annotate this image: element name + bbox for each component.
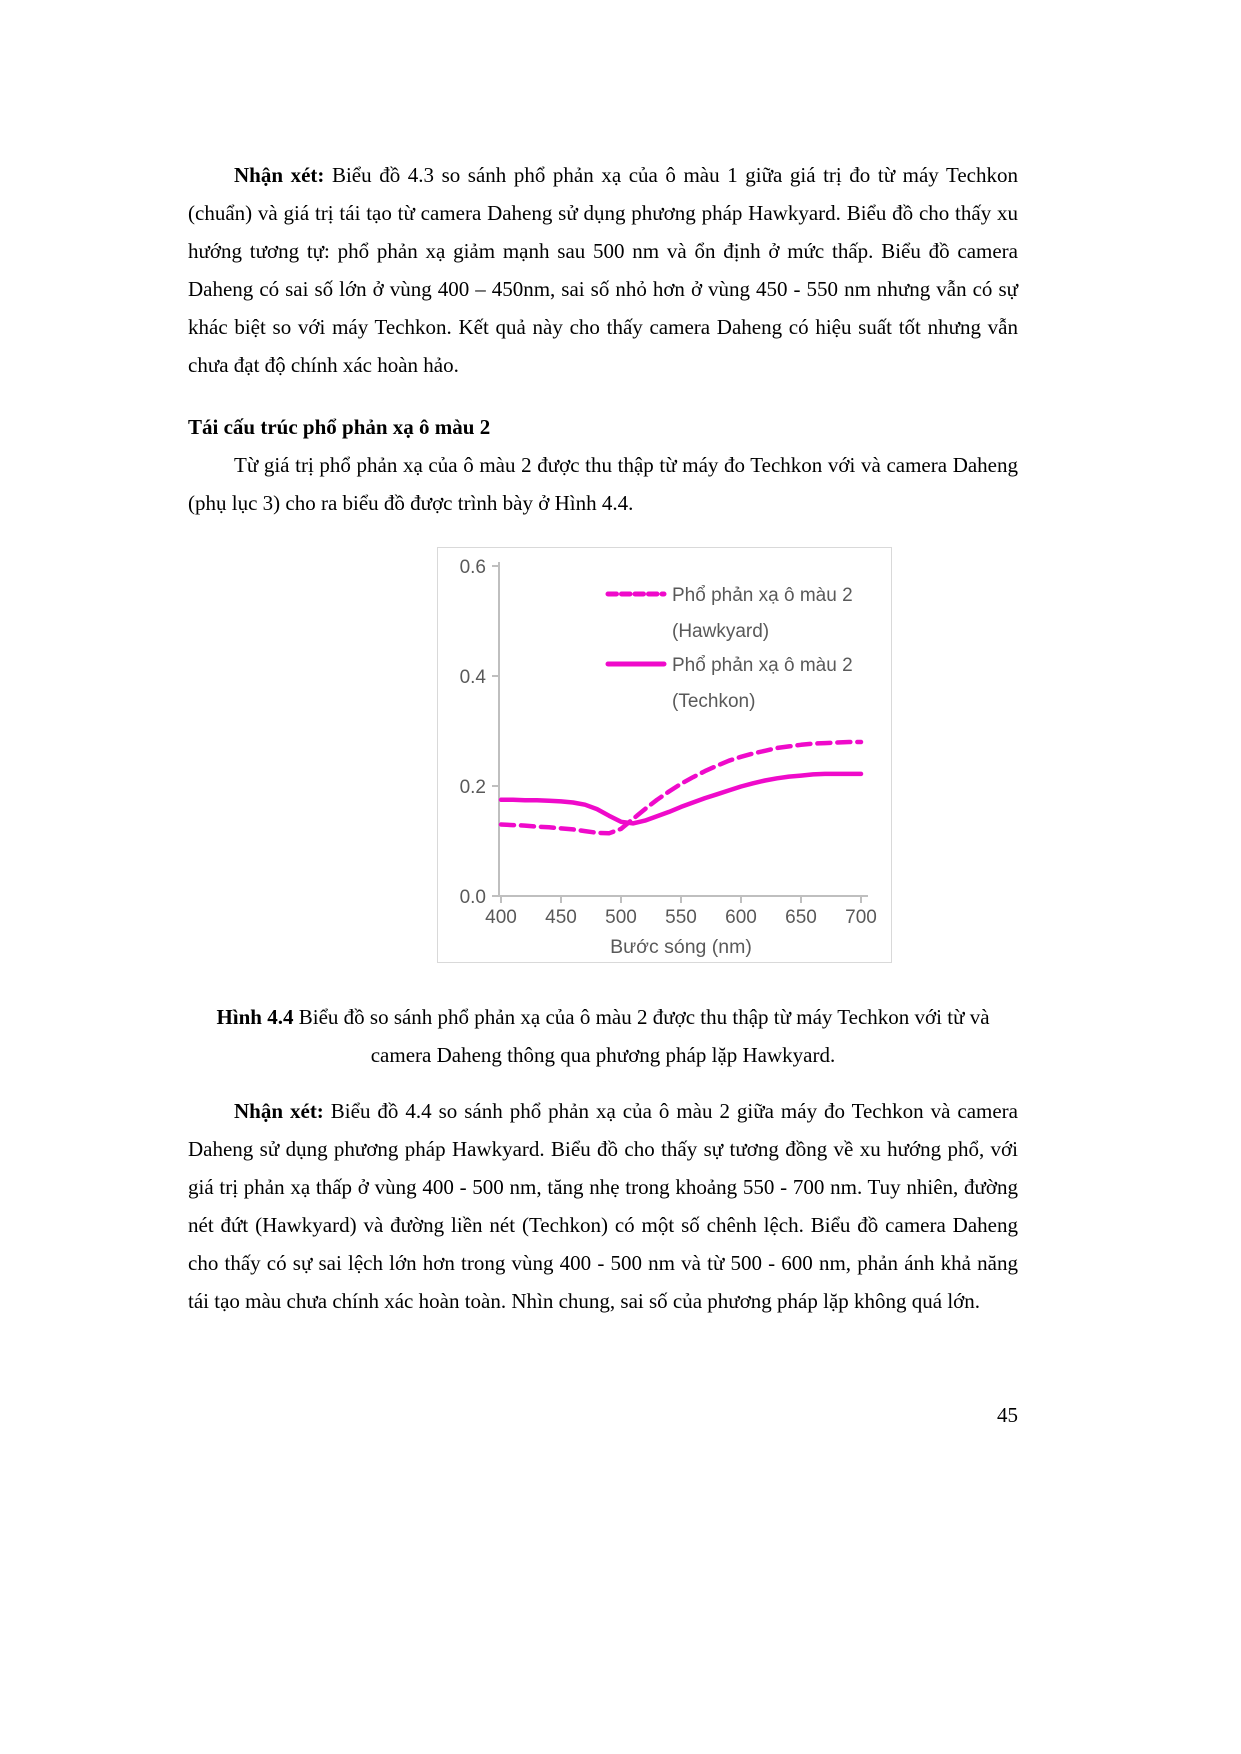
paragraph-remark-4-4 <box>188 1092 1018 1320</box>
series-line-solid <box>501 774 861 824</box>
y-tick-label: 0.4 <box>459 667 486 688</box>
x-tick-label: 650 <box>785 907 817 928</box>
x-tick-label: 550 <box>665 907 697 928</box>
x-axis-title: Bước sóng (nm) <box>610 936 752 958</box>
x-tick-label: 700 <box>845 907 877 928</box>
paragraph-intro-figure: Từ giá trị phổ phản xạ của ô màu 2 được thu thập từ máy đo Techkon với và camera Daheng (phụ lục 3) cho ra biểu đồ được trình bày ở Hình 4.4. <box>188 453 1018 515</box>
page-content <box>188 156 1018 1320</box>
y-tick-label: 0.2 <box>459 777 486 798</box>
paragraph-body-text: Biểu đồ 4.4 so sánh phổ phản xạ của ô màu 2 giữa máy đo Techkon và camera Daheng sử dụng phương pháp Hawkyard. Biểu đồ cho thấy sự tương đồng về xu hướng phổ, với giá trị phản xạ thấp ở vùng 400 - 500 nm, tăng nhẹ trong khoảng 550 - 700 nm. Tuy nhiên, đường nét đứt (Hawkyard) và đường liền nét (Techkon) có một số chênh lệch. Biểu đồ camera Daheng cho thấy có sự sai lệch lớn hơn trong vùng 400 - 500 nm và từ 500 - 600 nm, phản ánh khả năng tái tạo màu chưa chính xác hoàn toàn. Nhìn chung, sai số của phương pháp lặp không quá lớn. <box>188 1099 1018 1313</box>
legend-label: Phổ phản xạ ô màu 2 <box>672 585 853 606</box>
x-tick-label: 600 <box>725 907 757 928</box>
legend-label: (Hawkyard) <box>672 621 770 642</box>
legend-label: (Techkon) <box>672 691 756 712</box>
y-tick-label: 0.0 <box>459 887 486 908</box>
x-tick-label: 500 <box>605 907 637 928</box>
figure-caption-label: Hình 4.4 <box>216 1005 294 1029</box>
chart-canvas <box>438 548 891 962</box>
paragraph-remark-4-3 <box>188 156 1018 384</box>
paragraph-lead-bold: Nhận xét: <box>234 163 325 187</box>
y-tick-label: 0.6 <box>459 557 486 578</box>
figure-4-4-chart <box>437 547 892 963</box>
series-line-dashed <box>501 742 861 833</box>
legend-label: Phổ phản xạ ô màu 2 <box>672 655 853 676</box>
paragraph-body-text: Biểu đồ 4.3 so sánh phổ phản xạ của ô màu 1 giữa giá trị đo từ máy Techkon (chuẩn) và giá trị tái tạo từ camera Daheng sử dụng phương pháp Hawkyard. Biểu đồ cho thấy xu hướng tương tự: phổ phản xạ giảm mạnh sau 500 nm và ổn định ở mức thấp. Biểu đồ camera Daheng có sai số lớn ở vùng 400 – 450nm, sai số nhỏ hơn ở vùng 450 - 550 nm nhưng vẫn có sự khác biệt so với máy Techkon. Kết quả này cho thấy camera Daheng có hiệu suất tốt nhưng vẫn chưa đạt độ chính xác hoàn hảo. <box>188 163 1018 377</box>
section-heading: Tái cấu trúc phổ phản xạ ô màu 2 <box>188 415 491 439</box>
paragraph-lead-bold: Nhận xét: <box>234 1099 324 1123</box>
page-number: 45 <box>997 1403 1018 1427</box>
x-tick-label: 450 <box>545 907 577 928</box>
x-tick-label: 400 <box>485 907 517 928</box>
figure-caption <box>188 998 1018 1074</box>
figure-caption-text: Biểu đồ so sánh phổ phản xạ của ô màu 2 được thu thập từ máy Techkon với từ và camera Daheng thông qua phương pháp lặp Hawkyard. <box>293 1005 990 1067</box>
